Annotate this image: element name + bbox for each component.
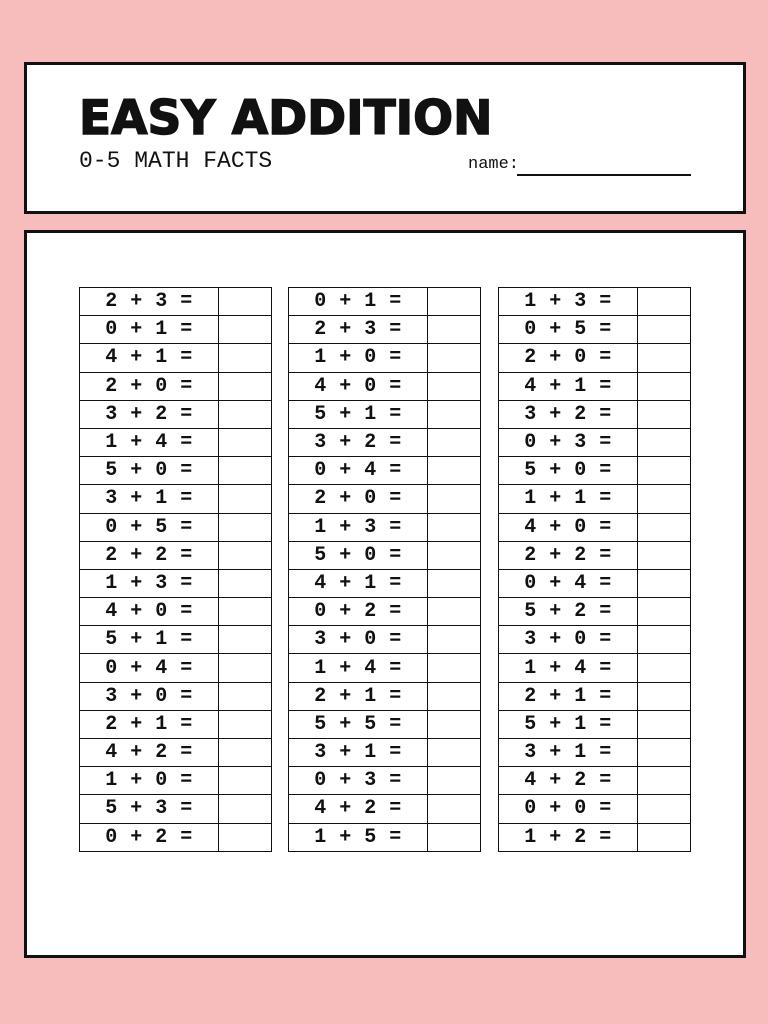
problem-row	[499, 344, 691, 372]
problem-expression: 3 + 1 =	[80, 485, 219, 513]
problem-column-3	[498, 287, 691, 852]
problem-expression: 1 + 0 =	[80, 767, 219, 795]
answer-box[interactable]	[428, 344, 481, 372]
problem-expression: 1 + 3 =	[289, 513, 428, 541]
problem-row	[499, 541, 691, 569]
answer-box[interactable]	[219, 682, 272, 710]
answer-box[interactable]	[428, 682, 481, 710]
problem-expression: 5 + 1 =	[499, 710, 638, 738]
worksheet-subtitle: 0-5 MATH FACTS	[79, 148, 273, 174]
problem-row	[289, 598, 481, 626]
problem-expression: 3 + 2 =	[499, 400, 638, 428]
problem-expression: 2 + 3 =	[289, 316, 428, 344]
answer-box[interactable]	[428, 541, 481, 569]
problem-expression: 1 + 4 =	[289, 654, 428, 682]
worksheet-title: EASY ADDITION	[79, 91, 493, 146]
answer-box[interactable]	[428, 710, 481, 738]
problem-row	[499, 767, 691, 795]
answer-box[interactable]	[638, 485, 691, 513]
problem-row	[80, 428, 272, 456]
problem-expression: 0 + 3 =	[499, 428, 638, 456]
name-field[interactable]	[517, 174, 691, 176]
answer-box[interactable]	[638, 400, 691, 428]
problem-row	[80, 739, 272, 767]
answer-box[interactable]	[428, 372, 481, 400]
answer-box[interactable]	[638, 682, 691, 710]
answer-box[interactable]	[638, 457, 691, 485]
answer-box[interactable]	[638, 626, 691, 654]
problem-expression: 0 + 2 =	[289, 598, 428, 626]
problem-row	[80, 316, 272, 344]
problem-expression: 0 + 1 =	[289, 288, 428, 316]
problem-row	[499, 400, 691, 428]
answer-box[interactable]	[638, 428, 691, 456]
problem-row	[289, 344, 481, 372]
problem-expression: 0 + 4 =	[289, 457, 428, 485]
problem-row	[289, 513, 481, 541]
problem-expression: 5 + 0 =	[289, 541, 428, 569]
problem-row	[80, 795, 272, 823]
answer-box[interactable]	[219, 400, 272, 428]
problem-row	[289, 541, 481, 569]
answer-box[interactable]	[219, 344, 272, 372]
problem-row	[289, 316, 481, 344]
answer-box[interactable]	[219, 795, 272, 823]
problem-expression: 0 + 2 =	[80, 823, 219, 851]
problem-expression: 5 + 0 =	[499, 457, 638, 485]
problem-row	[289, 710, 481, 738]
problem-row	[499, 457, 691, 485]
problem-row	[80, 513, 272, 541]
answer-box[interactable]	[428, 485, 481, 513]
problem-row	[499, 795, 691, 823]
problem-expression: 4 + 2 =	[499, 767, 638, 795]
answer-box[interactable]	[638, 344, 691, 372]
problem-row	[80, 288, 272, 316]
answer-box[interactable]	[219, 598, 272, 626]
problem-row	[80, 626, 272, 654]
answer-box[interactable]	[638, 823, 691, 851]
answer-box[interactable]	[638, 795, 691, 823]
problem-expression: 1 + 3 =	[80, 569, 219, 597]
problem-expression: 1 + 0 =	[289, 344, 428, 372]
problem-expression: 4 + 2 =	[289, 795, 428, 823]
problem-expression: 4 + 2 =	[80, 739, 219, 767]
answer-box[interactable]	[638, 739, 691, 767]
problem-row	[80, 541, 272, 569]
problem-expression: 2 + 1 =	[289, 682, 428, 710]
problem-expression: 2 + 1 =	[499, 682, 638, 710]
problem-expression: 0 + 3 =	[289, 767, 428, 795]
problem-row	[80, 372, 272, 400]
answer-box[interactable]	[638, 513, 691, 541]
problem-row	[80, 823, 272, 851]
answer-box[interactable]	[638, 654, 691, 682]
problem-expression: 2 + 0 =	[499, 344, 638, 372]
problem-expression: 4 + 1 =	[80, 344, 219, 372]
problem-row	[289, 654, 481, 682]
answer-box[interactable]	[638, 372, 691, 400]
problem-expression: 4 + 0 =	[80, 598, 219, 626]
answer-box[interactable]	[428, 400, 481, 428]
problem-expression: 3 + 0 =	[289, 626, 428, 654]
problem-expression: 0 + 0 =	[499, 795, 638, 823]
problem-expression: 5 + 5 =	[289, 710, 428, 738]
problem-expression: 0 + 5 =	[499, 316, 638, 344]
problem-expression: 1 + 2 =	[499, 823, 638, 851]
problem-row	[289, 795, 481, 823]
answer-box[interactable]	[219, 767, 272, 795]
problem-row	[289, 485, 481, 513]
problem-expression: 5 + 1 =	[80, 626, 219, 654]
problem-row	[80, 485, 272, 513]
problem-expression: 5 + 0 =	[80, 457, 219, 485]
answer-box[interactable]	[428, 626, 481, 654]
answer-box[interactable]	[638, 767, 691, 795]
problem-row	[289, 428, 481, 456]
problem-row	[80, 598, 272, 626]
problem-expression: 2 + 3 =	[80, 288, 219, 316]
problem-expression: 0 + 4 =	[499, 569, 638, 597]
header-panel	[24, 62, 746, 214]
problem-row	[499, 316, 691, 344]
answer-box[interactable]	[219, 654, 272, 682]
problem-expression: 4 + 0 =	[499, 513, 638, 541]
problem-expression: 3 + 1 =	[289, 739, 428, 767]
answer-box[interactable]	[219, 316, 272, 344]
problem-expression: 1 + 4 =	[499, 654, 638, 682]
problem-expression: 1 + 3 =	[499, 288, 638, 316]
problem-expression: 3 + 2 =	[289, 428, 428, 456]
problem-expression: 1 + 1 =	[499, 485, 638, 513]
answer-box[interactable]	[428, 457, 481, 485]
problem-column-2	[288, 287, 481, 852]
problem-expression: 2 + 0 =	[289, 485, 428, 513]
answer-box[interactable]	[219, 372, 272, 400]
problem-expression: 4 + 1 =	[499, 372, 638, 400]
problem-row	[289, 823, 481, 851]
problem-row	[499, 485, 691, 513]
problem-row	[499, 372, 691, 400]
problem-row	[289, 457, 481, 485]
problem-row	[289, 626, 481, 654]
answer-box[interactable]	[219, 513, 272, 541]
problem-expression: 1 + 5 =	[289, 823, 428, 851]
problem-row	[289, 372, 481, 400]
problem-column-1	[79, 287, 272, 852]
problem-expression: 0 + 1 =	[80, 316, 219, 344]
problem-expression: 0 + 4 =	[80, 654, 219, 682]
answer-box[interactable]	[638, 710, 691, 738]
problem-row	[80, 457, 272, 485]
answer-box[interactable]	[219, 457, 272, 485]
answer-box[interactable]	[638, 541, 691, 569]
answer-box[interactable]	[219, 626, 272, 654]
answer-box[interactable]	[428, 739, 481, 767]
problem-expression: 5 + 3 =	[80, 795, 219, 823]
problem-expression: 3 + 1 =	[499, 739, 638, 767]
answer-box[interactable]	[219, 569, 272, 597]
problem-row	[289, 288, 481, 316]
problem-expression: 4 + 0 =	[289, 372, 428, 400]
problem-expression: 2 + 2 =	[499, 541, 638, 569]
answer-box[interactable]	[638, 288, 691, 316]
problem-row	[289, 400, 481, 428]
problem-expression: 1 + 4 =	[80, 428, 219, 456]
problem-expression: 3 + 2 =	[80, 400, 219, 428]
answer-box[interactable]	[219, 739, 272, 767]
answer-box[interactable]	[428, 428, 481, 456]
problem-row	[289, 569, 481, 597]
problem-row	[80, 710, 272, 738]
answer-box[interactable]	[428, 288, 481, 316]
problem-row	[289, 682, 481, 710]
problem-row	[499, 598, 691, 626]
answer-box[interactable]	[219, 428, 272, 456]
problem-row	[499, 654, 691, 682]
problem-row	[499, 739, 691, 767]
problem-expression: 2 + 0 =	[80, 372, 219, 400]
problem-row	[289, 767, 481, 795]
problem-row	[80, 682, 272, 710]
problem-expression: 2 + 1 =	[80, 710, 219, 738]
problem-row	[499, 428, 691, 456]
answer-box[interactable]	[638, 598, 691, 626]
answer-box[interactable]	[428, 569, 481, 597]
answer-box[interactable]	[428, 795, 481, 823]
answer-box[interactable]	[638, 569, 691, 597]
answer-box[interactable]	[219, 823, 272, 851]
problem-expression: 3 + 0 =	[80, 682, 219, 710]
answer-box[interactable]	[428, 513, 481, 541]
problem-expression: 3 + 0 =	[499, 626, 638, 654]
problem-row	[499, 710, 691, 738]
problem-row	[499, 569, 691, 597]
problem-row	[80, 569, 272, 597]
answer-box[interactable]	[428, 767, 481, 795]
problem-row	[499, 823, 691, 851]
answer-box[interactable]	[219, 710, 272, 738]
answer-box[interactable]	[219, 288, 272, 316]
problem-row	[80, 767, 272, 795]
problems-panel	[24, 230, 746, 958]
problem-row	[80, 654, 272, 682]
problem-row	[499, 288, 691, 316]
answer-box[interactable]	[428, 823, 481, 851]
problem-row	[499, 682, 691, 710]
problem-expression: 5 + 2 =	[499, 598, 638, 626]
answer-box[interactable]	[428, 598, 481, 626]
problem-row	[289, 739, 481, 767]
problem-expression: 2 + 2 =	[80, 541, 219, 569]
answer-box[interactable]	[428, 316, 481, 344]
name-label: name:	[468, 155, 520, 174]
problem-row	[499, 513, 691, 541]
problem-expression: 4 + 1 =	[289, 569, 428, 597]
answer-box[interactable]	[428, 654, 481, 682]
problem-row	[80, 344, 272, 372]
problem-row	[80, 400, 272, 428]
problem-expression: 5 + 1 =	[289, 400, 428, 428]
problem-row	[499, 626, 691, 654]
answer-box[interactable]	[638, 316, 691, 344]
answer-box[interactable]	[219, 485, 272, 513]
answer-box[interactable]	[219, 541, 272, 569]
problem-expression: 0 + 5 =	[80, 513, 219, 541]
